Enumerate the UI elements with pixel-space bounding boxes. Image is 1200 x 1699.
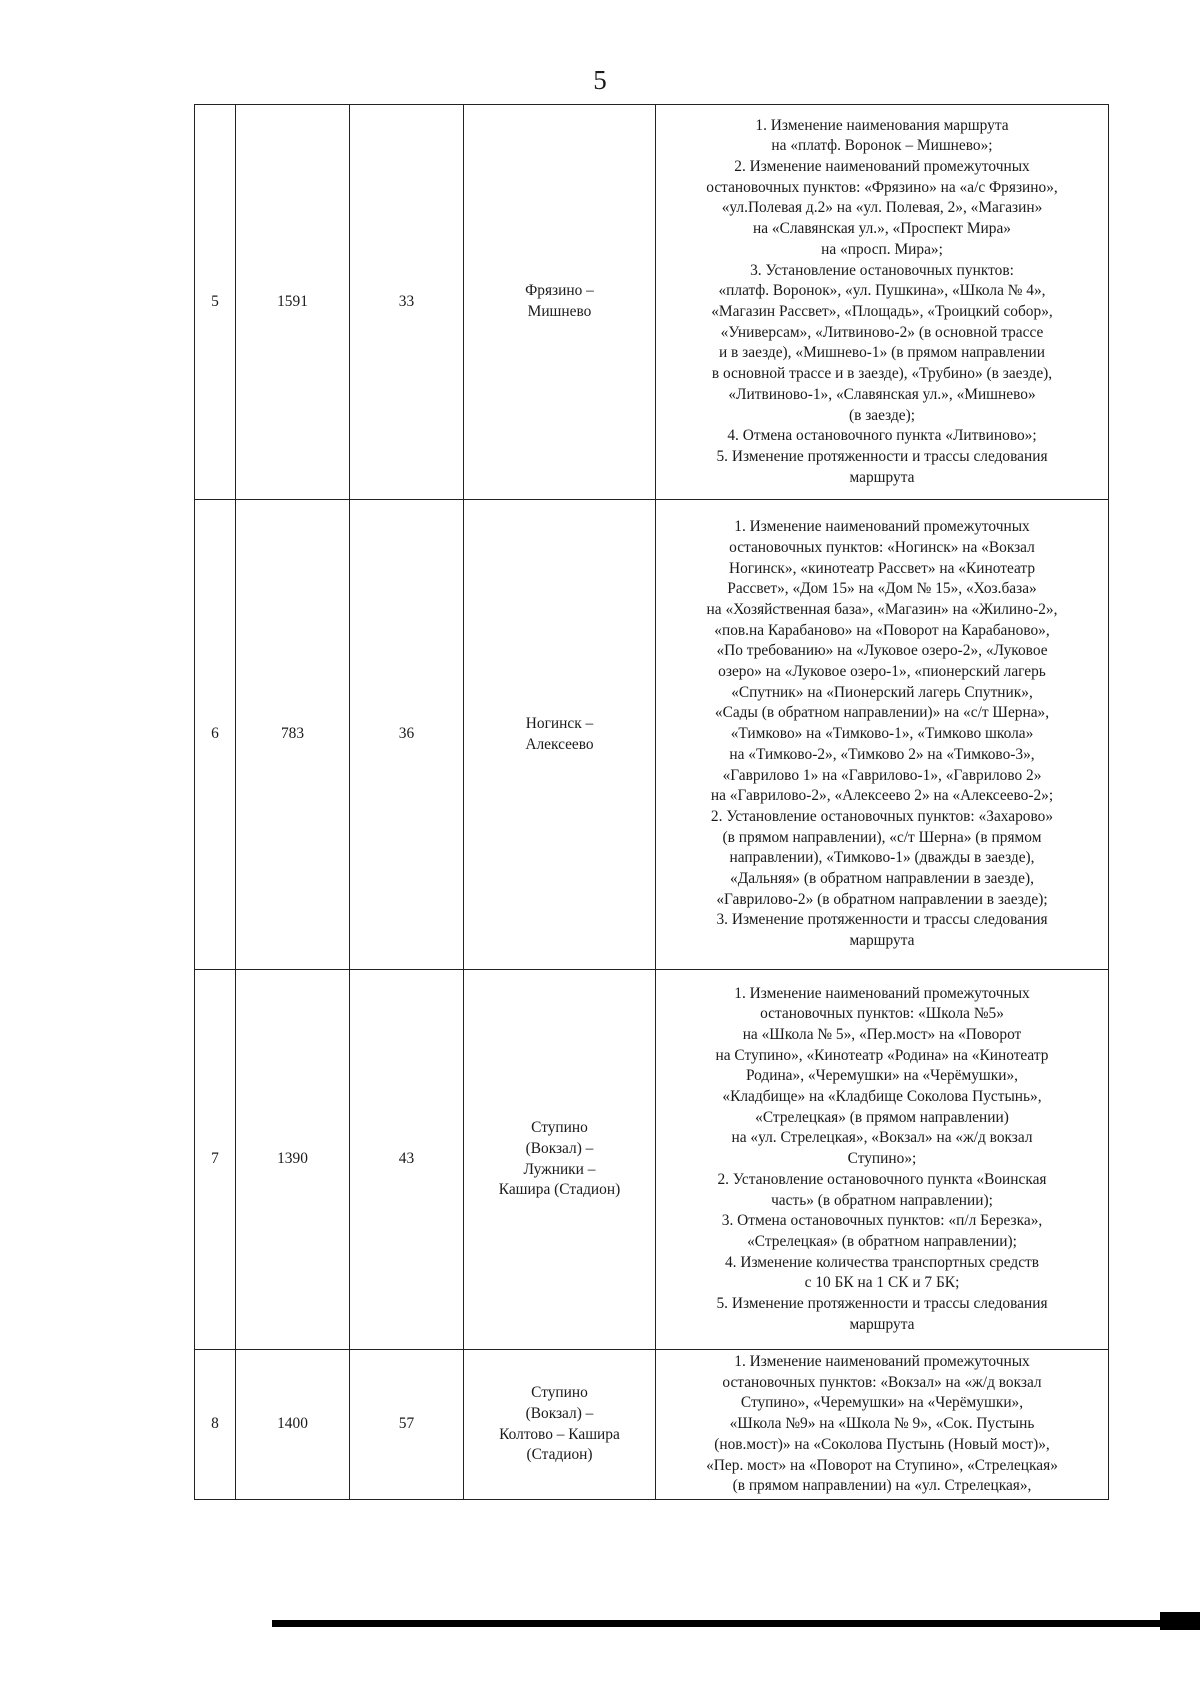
change-line: 2. Установление остановочных пунктов: «Захарово» (710, 807, 1054, 825)
route-name-line: Фрязино – (525, 282, 594, 300)
registration-number: 783 (236, 500, 350, 970)
change-line: и в заезде), «Мишнево-1» (в прямом направлении (718, 344, 1046, 362)
change-line: на «просп. Мира»; (821, 240, 943, 258)
route-name-line: Кашира (Стадион) (498, 1181, 621, 1199)
change-line: 3. Отмена остановочных пунктов: «п/л Березка», (721, 1212, 1043, 1230)
change-line: «пов.на Карабаново» на «Поворот на Карабаново», (714, 621, 1050, 639)
change-line: на Ступино», «Кинотеатр «Родина» на «Кинотеатр (715, 1046, 1049, 1064)
change-line: «Спутник» на «Пионерский лагерь Спутник», (731, 683, 1033, 701)
change-line: «платф. Воронок», «ул. Пушкина», «Школа № 4», (718, 282, 1046, 300)
change-line: остановочных пунктов: «Школа №5» (760, 1005, 1004, 1023)
route-changes (656, 500, 1109, 970)
change-line: 5. Изменение протяженности и трассы следования (716, 447, 1048, 465)
change-line: часть» (в обратном направлении); (771, 1191, 993, 1209)
change-line: остановочных пунктов: «Ногинск» на «Вокзал (729, 538, 1035, 556)
route-number: 36 (350, 500, 464, 970)
change-line: 4. Отмена остановочного пункта «Литвиново»; (727, 427, 1037, 445)
change-line: на «Тимково-2», «Тимково 2» на «Тимково-3», (729, 745, 1035, 763)
row-number: 5 (195, 105, 236, 500)
registration-number: 1591 (236, 105, 350, 500)
change-line: Родина», «Черемушки» на «Черёмушки», (745, 1067, 1019, 1085)
route-changes (656, 970, 1109, 1350)
change-line: «Магазин Рассвет», «Площадь», «Троицкий собор», (711, 303, 1053, 320)
change-line: (в прямом направлении), «с/т Шерна» (в прямом (722, 828, 1042, 846)
change-line: 2. Изменение наименований промежуточных (734, 158, 1030, 176)
route-name-line: Лужники – (523, 1160, 596, 1178)
route-name-line: Ногинск – (525, 714, 594, 732)
change-line: «Стрелецкая» (в обратном направлении); (747, 1232, 1017, 1250)
change-line: маршрута (849, 1315, 915, 1333)
change-line: на «платф. Воронок – Мишнево»; (771, 137, 993, 155)
change-line: «ул.Полевая д.2» на «ул. Полевая, 2», «Магазин» (721, 199, 1043, 217)
change-line: «Гаврилово 1» на «Гаврилово-1», «Гаврилово 2» (722, 766, 1042, 784)
route-name (464, 105, 656, 500)
change-line: остановочных пунктов: «Вокзал» на «ж/д вокзал (722, 1373, 1042, 1391)
change-line: 5. Изменение протяженности и трассы следования (716, 1295, 1048, 1313)
table-row (195, 500, 1109, 970)
route-number: 33 (350, 105, 464, 500)
change-line: 3. Изменение протяженности и трассы следования (716, 911, 1048, 929)
change-line: (в заезде); (848, 406, 916, 424)
change-line: «Универсам», «Литвиново-2» (в основной трассе (720, 323, 1044, 341)
change-line: направлении), «Тимково-1» (дважды в заезде), (729, 849, 1035, 867)
route-name-line: (Вокзал) – (525, 1139, 594, 1157)
change-line: «Пер. мост» на «Поворот на Ступино», «Стрелецкая» (706, 1456, 1058, 1474)
change-line: «Тимково» на «Тимково-1», «Тимково школа» (730, 725, 1034, 743)
route-name-line: Ступино (531, 1119, 588, 1137)
change-line: «По требованию» на «Луковое озеро-2», «Луковое (716, 642, 1048, 660)
change-line: Ступино»; (847, 1150, 917, 1168)
table-row (195, 970, 1109, 1350)
scan-edge-shadow-corner (1160, 1612, 1200, 1630)
change-line: маршрута (849, 932, 915, 950)
change-line: Ступино», «Черемушки» на «Черёмушки», (740, 1394, 1024, 1412)
route-name-line: (Стадион) (526, 1446, 593, 1464)
change-line: Ногинск», «кинотеатр Рассвет» на «Кинотеатр (728, 559, 1036, 577)
route-number: 57 (350, 1350, 464, 1500)
page-number: 5 (593, 65, 607, 95)
change-line: с 10 БК на 1 СК и 7 БК; (804, 1274, 960, 1292)
change-line: остановочных пунктов: «Фрязино» на «а/с Фрязино», (706, 178, 1058, 196)
routes-changes-table (194, 104, 1109, 1500)
change-line: «Стрелецкая» (в прямом направлении) (755, 1108, 1009, 1126)
route-name-line: Ступино (531, 1384, 588, 1402)
change-line: 2. Установление остановочного пункта «Воинская (717, 1170, 1047, 1188)
change-line: в основной трассе и в заезде), «Трубино» (в заезде), (711, 365, 1053, 383)
change-line: 4. Изменение количества транспортных средств (724, 1253, 1040, 1271)
route-number: 43 (350, 970, 464, 1350)
change-line: на «Гаврилово-2», «Алексеево 2» на «Алексеево-2»; (710, 787, 1054, 805)
route-name-line: (Вокзал) – (525, 1404, 594, 1422)
scan-edge-shadow (272, 1620, 1200, 1627)
table-row (195, 1350, 1109, 1500)
change-line: озеро» на «Луковое озеро-1», «пионерский лагерь (718, 663, 1046, 681)
change-line: «Школа №9» на «Школа № 9», «Сок. Пустынь (729, 1415, 1035, 1433)
route-name (464, 500, 656, 970)
change-line: (нов.мост)» на «Соколова Пустынь (Новый мост)», (714, 1435, 1050, 1453)
change-line: «Литвиново-1», «Славянская ул.», «Мишнево» (728, 385, 1036, 403)
row-number: 6 (195, 500, 236, 970)
change-line: «Гаврилово-2» (в обратном направлении в заезде); (716, 890, 1048, 908)
change-line: 1. Изменение наименований промежуточных (734, 984, 1030, 1002)
change-line: (в прямом направлении) на «ул. Стрелецкая», (732, 1477, 1032, 1495)
registration-number: 1400 (236, 1350, 350, 1500)
change-line: на «Славянская ул.», «Проспект Мира» (752, 220, 1011, 238)
row-number: 7 (195, 970, 236, 1350)
route-name (464, 1350, 656, 1500)
change-line: 1. Изменение наименования маршрута (755, 116, 1009, 134)
table-row (195, 105, 1109, 500)
row-number: 8 (195, 1350, 236, 1500)
route-name-line: Алексеево (525, 735, 594, 753)
change-line: «Дальняя» (в обратном направлении в заезде), (730, 870, 1034, 888)
route-changes (656, 105, 1109, 500)
change-line: на «ул. Стрелецкая», «Вокзал» на «ж/д вокзал (731, 1129, 1033, 1147)
change-line: 1. Изменение наименований промежуточных (734, 1353, 1030, 1371)
change-line: «Кладбище» на «Кладбище Соколова Пустынь», (722, 1088, 1042, 1106)
change-line: Рассвет», «Дом 15» на «Дом № 15», «Хоз.база» (727, 580, 1037, 598)
route-name-line: Колтово – Кашира (499, 1425, 620, 1443)
route-changes (656, 1350, 1109, 1500)
route-name-line: Мишнево (527, 303, 592, 320)
registration-number: 1390 (236, 970, 350, 1350)
change-line: на «Школа № 5», «Пер.мост» на «Поворот (742, 1025, 1022, 1043)
change-line: 3. Установление остановочных пунктов: (750, 261, 1014, 279)
route-name (464, 970, 656, 1350)
change-line: на «Хозяйственная база», «Магазин» на «Жилино-2», (706, 600, 1058, 618)
change-line: маршрута (849, 468, 915, 486)
change-line: 1. Изменение наименований промежуточных (734, 518, 1030, 536)
change-line: «Сады (в обратном направлении)» на «с/т Шерна», (714, 704, 1050, 722)
